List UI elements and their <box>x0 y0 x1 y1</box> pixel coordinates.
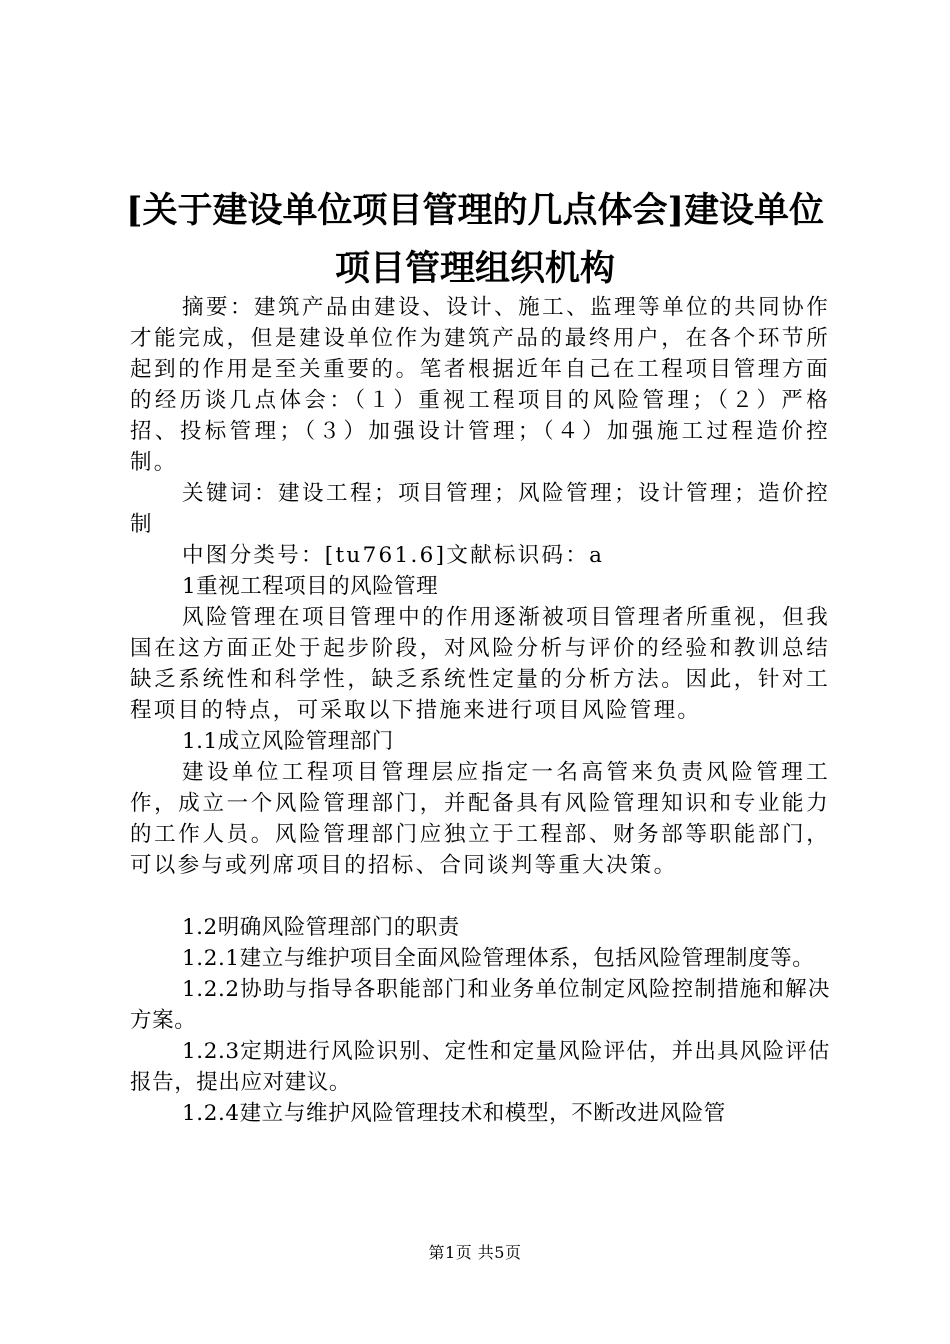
document-title-line2: 项目管理组织机构 <box>334 248 615 289</box>
section-heading-1-1: 1.1成立风险管理部门 <box>182 729 394 754</box>
body-paragraph: 风险管理在项目管理中的作用逐渐被项目管理者所重视，但我国在这方面正处于起步阶段，对风险分析与评价的经验和教训总结缺乏系统性和科学性，缺乏系统性定量的分析方法。因此，针对工程项目的特点，可采取以下措施来进行项目风险管理。 <box>130 605 830 723</box>
list-item-1-2-1: 1.2.1建立与维护项目全面风险管理体系，包括风险管理制度等。 <box>182 946 815 971</box>
body-paragraph: 建设单位工程项目管理层应指定一名高管来负责风险管理工作，成立一个风险管理部门，并配备具有风险管理知识和专业能力的工作人员。风险管理部门应独立于工程部、财务部等职能部门，可以参与或列席项目的招标、合同谈判等重大决策。 <box>130 760 830 878</box>
abstract-paragraph: 摘要：建筑产品由建设、设计、施工、监理等单位的共同协作才能完成，但是建设单位作为建筑产品的最终用户，在各个环节所起到的作用是至关重要的。笔者根据近年自己在工程项目管理方面的经历谈几点体会：（１）重视工程项目的风险管理；（２）严格招、投标管理；（３）加强设计管理；（４）加强施工过程造价控制。 <box>130 295 830 475</box>
keywords-paragraph: 关键词：建设工程；项目管理；风险管理；设计管理；造价控制 <box>130 481 830 537</box>
document-title-line1: [关于建设单位项目管理的几点体会]建设单位 <box>125 190 825 231</box>
list-item-1-2-4: 1.2.4建立与维护风险管理技术和模型，不断改进风险管 <box>182 1101 726 1126</box>
list-item-1-2-3: 1.2.3定期进行风险识别、定性和定量风险评估，并出具风险评估报告，提出应对建议。 <box>130 1039 830 1095</box>
page-footer: 第1页 共5页 <box>428 1243 522 1262</box>
paragraph-spacer <box>130 881 830 912</box>
section-heading-1: 1重视工程项目的风险管理 <box>182 574 439 599</box>
classification-paragraph: 中图分类号：[tu761.6]文献标识码：a <box>182 543 605 568</box>
list-item-1-2-2: 1.2.2协助与指导各职能部门和业务单位制定风险控制措施和解决方案。 <box>130 977 830 1033</box>
section-heading-1-2: 1.2明确风险管理部门的职责 <box>182 915 460 940</box>
document-body <box>130 292 830 1129</box>
